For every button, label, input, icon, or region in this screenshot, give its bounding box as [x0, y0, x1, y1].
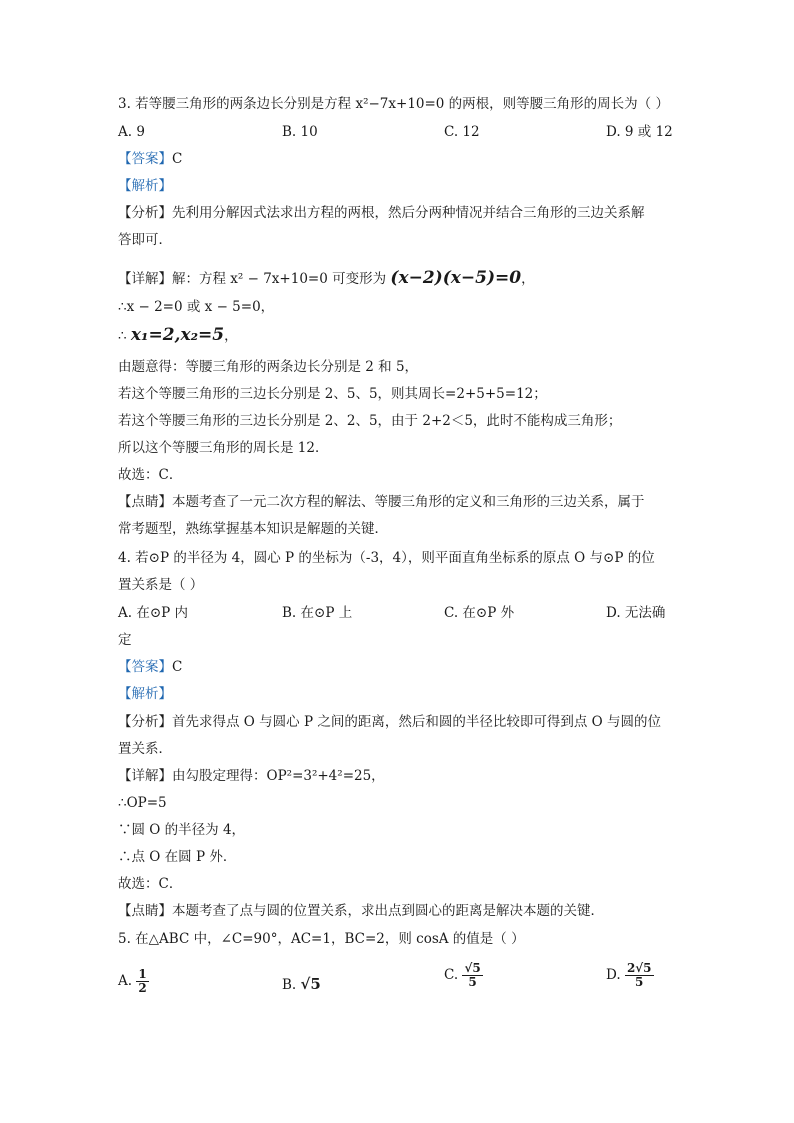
therefore-symbol: ∴ [118, 328, 127, 344]
fraction-2sqrt5-over-5 [625, 962, 654, 989]
answer-value: C [172, 151, 183, 167]
q4-comment-line-1 [118, 901, 604, 921]
denominator: 5 [635, 975, 644, 989]
q3-choose: 故选：C． [118, 467, 183, 483]
q5-option-c [444, 962, 483, 989]
detail-tag: 【详解】 [118, 768, 172, 784]
q3-stem: 3. 若等腰三角形的两条边长分别是方程 x²−7x+10=0 的两根，则等腰三角形的周长为（ ） [118, 96, 669, 112]
q5-option-d [606, 962, 654, 989]
q4-fenxi-line-1 [118, 712, 661, 732]
q4-detail-line-3: ∵圆 O 的半径为 4， [118, 822, 246, 838]
option-label: C. [444, 967, 459, 983]
q4-detail-line-2: ∴OP=5 [118, 795, 167, 811]
detail-text: 由勾股定理得：OP²=3²+4²=25， [172, 768, 385, 784]
comment-tag: 【点睛】 [118, 903, 172, 919]
q4-option-b: B. 在⊙P 上 [282, 605, 353, 621]
detail-tag: 【详解】 [118, 271, 172, 287]
q4-fenxi-line-2: 置关系． [118, 741, 172, 757]
q4-option-d: D. 无法确 [606, 605, 666, 621]
denominator: 5 [468, 975, 477, 989]
q4-detail-line-4: ∴点 O 在圆 P 外． [118, 849, 237, 865]
roots-expression: x₁=2,x₂=5 [130, 325, 225, 345]
fraction-sqrt5-over-5 [462, 962, 482, 989]
q5-stem: 5. 在△ABC 中，∠C=90°，AC=1，BC=2，则 cosA 的值是（ ） [118, 931, 525, 947]
q3-detail-line-4: 由题意得：等腰三角形的两条边长分别是 2 和 5， [118, 359, 419, 375]
option-label: B. [282, 977, 297, 993]
q3-detail-line-5: 若这个等腰三角形的三边长分别是 2、5、5，则其周长=2+5+5=12； [118, 386, 547, 402]
fenxi-text: 先利用分解因式法求出方程的两根，然后分两种情况并结合三角形的三边关系解 [172, 205, 645, 221]
q3-detail-line-3 [118, 325, 238, 346]
fenxi-tag: 【分析】 [118, 714, 172, 730]
q4-option-c: C. 在⊙P 外 [444, 605, 515, 621]
q5-option-b [282, 974, 321, 995]
q4-choose: 故选：C． [118, 876, 183, 892]
q3-comment-line-1 [118, 492, 645, 512]
q3-analysis-tag: 【解析】 [118, 178, 172, 194]
fenxi-text: 首先求得点 O 与圆心 P 之间的距离，然后和圆的半径比较即可得到点 O 与圆的位 [172, 714, 661, 730]
detail-punct: ， [224, 328, 238, 344]
q3-answer-line [118, 149, 182, 169]
q3-option-c: C. 12 [444, 124, 480, 140]
q4-option-a: A. 在⊙P 内 [118, 605, 189, 621]
answer-value: C [172, 659, 183, 675]
q3-detail-line-2: ∴x − 2=0 或 x − 5=0， [118, 299, 275, 315]
numerator: √5 [464, 961, 481, 975]
detail-text: 解：方程 x² − 7x+10=0 可变形为 [172, 271, 387, 287]
fraction-one-half [136, 968, 148, 995]
numerator: 2√5 [626, 961, 652, 975]
q3-option-b: B. 10 [282, 124, 318, 140]
denominator: 2 [138, 981, 147, 995]
q3-option-a: A. 9 [118, 124, 145, 140]
detail-punct: ， [521, 271, 535, 287]
q3-comment-line-2: 常考题型，熟练掌握基本知识是解题的关键． [118, 521, 388, 537]
option-label: A. [118, 973, 133, 989]
q4-stem-line-2: 置关系是（ ） [118, 577, 204, 593]
q3-detail-line-7: 所以这个等腰三角形的周长是 12． [118, 440, 329, 456]
answer-tag: 【答案】 [118, 151, 172, 167]
q4-detail-line-1 [118, 766, 385, 786]
comment-text: 本题考查了点与圆的位置关系，求出点到圆心的距离是解决本题的关键． [172, 903, 604, 919]
fenxi-tag: 【分析】 [118, 205, 172, 221]
factored-equation: (x−2)(x−5)=0 [390, 268, 522, 288]
q4-answer-line [118, 657, 182, 677]
numerator: 1 [138, 967, 147, 981]
q3-fenxi-line-2: 答即可． [118, 232, 172, 248]
q3-option-d: D. 9 或 12 [606, 124, 673, 140]
sqrt-five: √5 [300, 975, 321, 993]
comment-tag: 【点睛】 [118, 494, 172, 510]
q4-option-d-wrap: 定 [118, 632, 132, 648]
answer-tag: 【答案】 [118, 659, 172, 675]
q4-stem-line-1: 4. 若⊙P 的半径为 4，圆心 P 的坐标为（-3，4），则平面直角坐标系的原点 O 与⊙P 的位 [118, 550, 655, 566]
q4-analysis-tag: 【解析】 [118, 686, 172, 702]
comment-text: 本题考查了一元二次方程的解法、等腰三角形的定义和三角形的三边关系，属于 [172, 494, 645, 510]
option-label: D. [606, 967, 621, 983]
q3-fenxi-line-1 [118, 203, 645, 223]
q5-option-a [118, 968, 149, 995]
q3-detail-line-1 [118, 268, 535, 289]
q3-detail-line-6: 若这个等腰三角形的三边长分别是 2、2、5，由于 2+2＜5，此时不能构成三角形； [118, 413, 622, 429]
